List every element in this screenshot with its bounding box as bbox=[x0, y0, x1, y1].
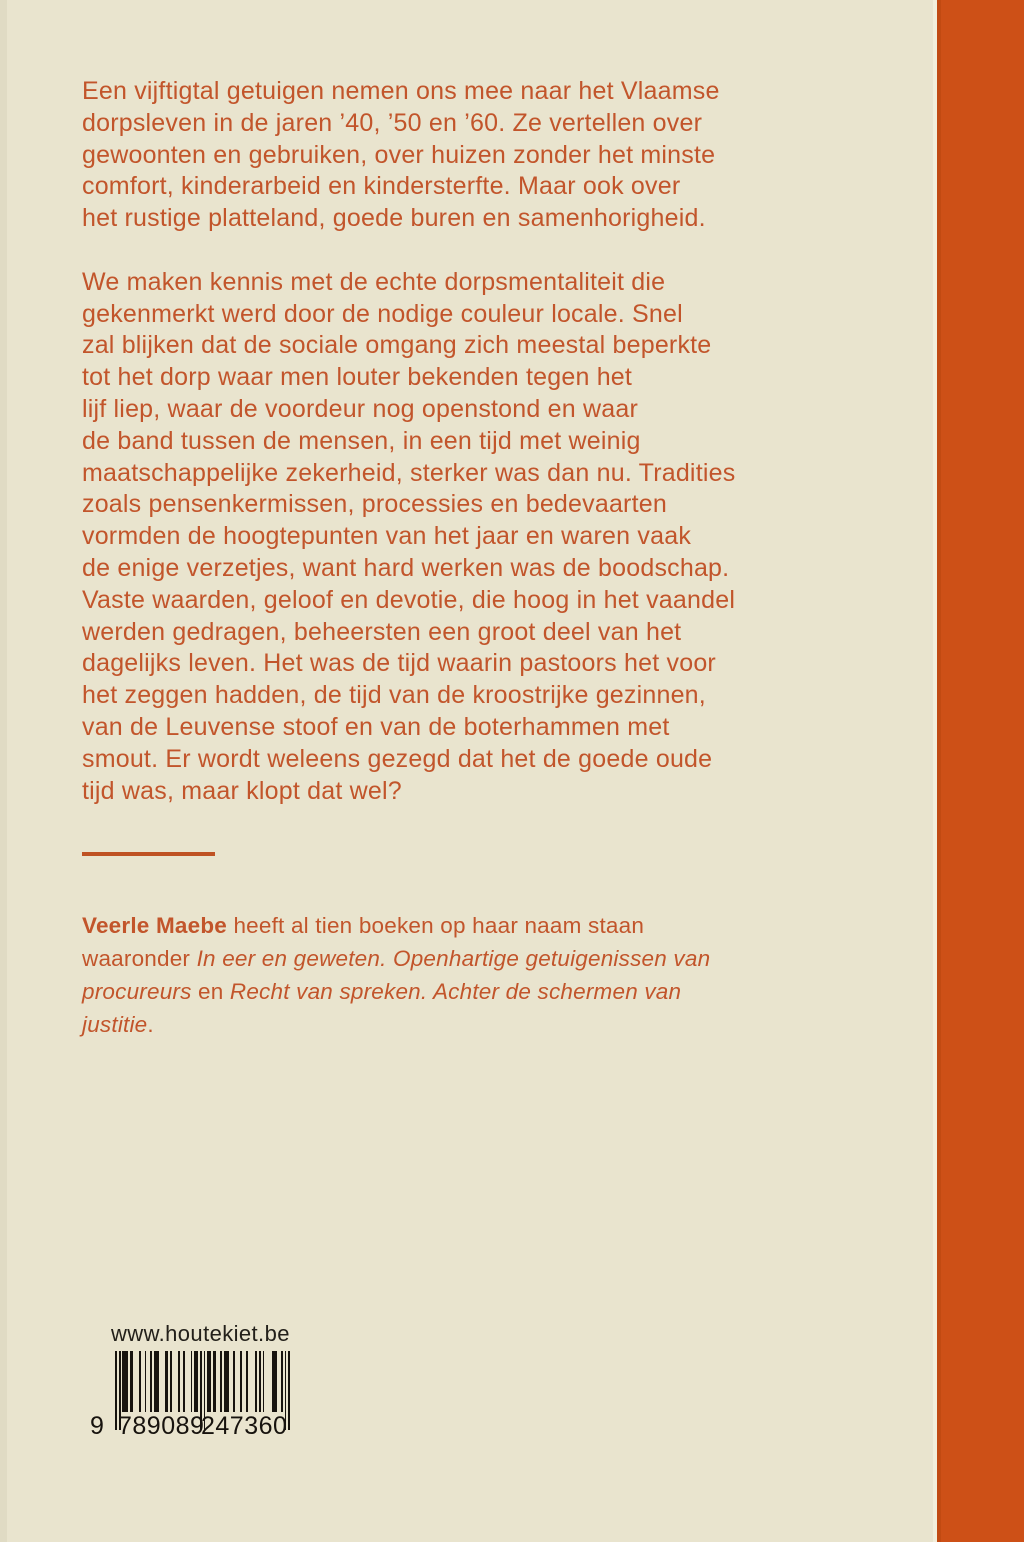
left-edge-shadow bbox=[0, 0, 7, 1542]
isbn-digit-group-1: 9 bbox=[90, 1412, 104, 1440]
author-note-segment: Recht van spreken. Achter de schermen van justitie bbox=[82, 979, 682, 1038]
blurb-block bbox=[82, 76, 927, 1041]
isbn-digits bbox=[90, 1411, 300, 1441]
author-note-segment: heeft al tien boeken op haar naam staan waaronder bbox=[82, 913, 645, 972]
author-note-segment: In eer en geweten. Openhartige getuigenissen van procureurs bbox=[82, 946, 711, 1005]
publisher-website-url: www.houtekiet.be bbox=[111, 1321, 290, 1346]
blurb-paragraph-1: Een vijftigtal getuigen nemen ons mee naar het Vlaamse dorpsleven in de jaren ’40, ’50 en ’60. Ze vertellen over gewoonten en gebruiken, over huizen zonder het minste comfort, kinderarbeid en kindersterfte. Maar ook over het rustige platteland, goede buren en samenhorigheid. bbox=[82, 77, 720, 233]
stripe-inner-edge bbox=[937, 0, 941, 1542]
spine-stripe bbox=[937, 0, 1024, 1542]
author-note-segment: . bbox=[147, 1012, 154, 1038]
author-note-segment: en bbox=[191, 979, 230, 1005]
isbn-barcode bbox=[90, 1351, 300, 1443]
barcode-bars bbox=[115, 1351, 291, 1412]
blurb-paragraph-2: We maken kennis met de echte dorpsmentaliteit die gekenmerkt werd door de nodige couleur locale. Snel zal blijken dat de sociale omgang zich meestal beperkte tot het dorp waar men louter bekenden tegen het lijf liep, waar de voordeur nog openstond en waar de band tussen de mensen, in een tijd met weinig maatschappelijke zekerheid, sterker was dan nu. Tradities zoals pensenkermissen, processies en bedevaarten vormden de hoogtepunten van het jaar en waren vaak de enige verzetjes, want hard werken was de boodschap. Vaste waarden, geloof en devotie, die hoog in het vaandel werden gedragen, beheersten een groot deel van het dagelijks leven. Het was de tijd waarin pastoors het voor het zeggen hadden, de tijd van de kroostrijke gezinnen, van de Leuvense stoof en van de boterhammen met smout. Er wordt weleens gezegd dat het de goede oude tijd was, maar klopt dat wel? bbox=[82, 267, 736, 805]
isbn-digit-group-3: 247360 bbox=[201, 1412, 288, 1440]
author-note bbox=[82, 909, 927, 1041]
author-note-segment: Veerle Maebe bbox=[82, 913, 227, 939]
divider-rule bbox=[82, 852, 215, 856]
isbn-digit-group-2: 789089 bbox=[118, 1412, 205, 1440]
